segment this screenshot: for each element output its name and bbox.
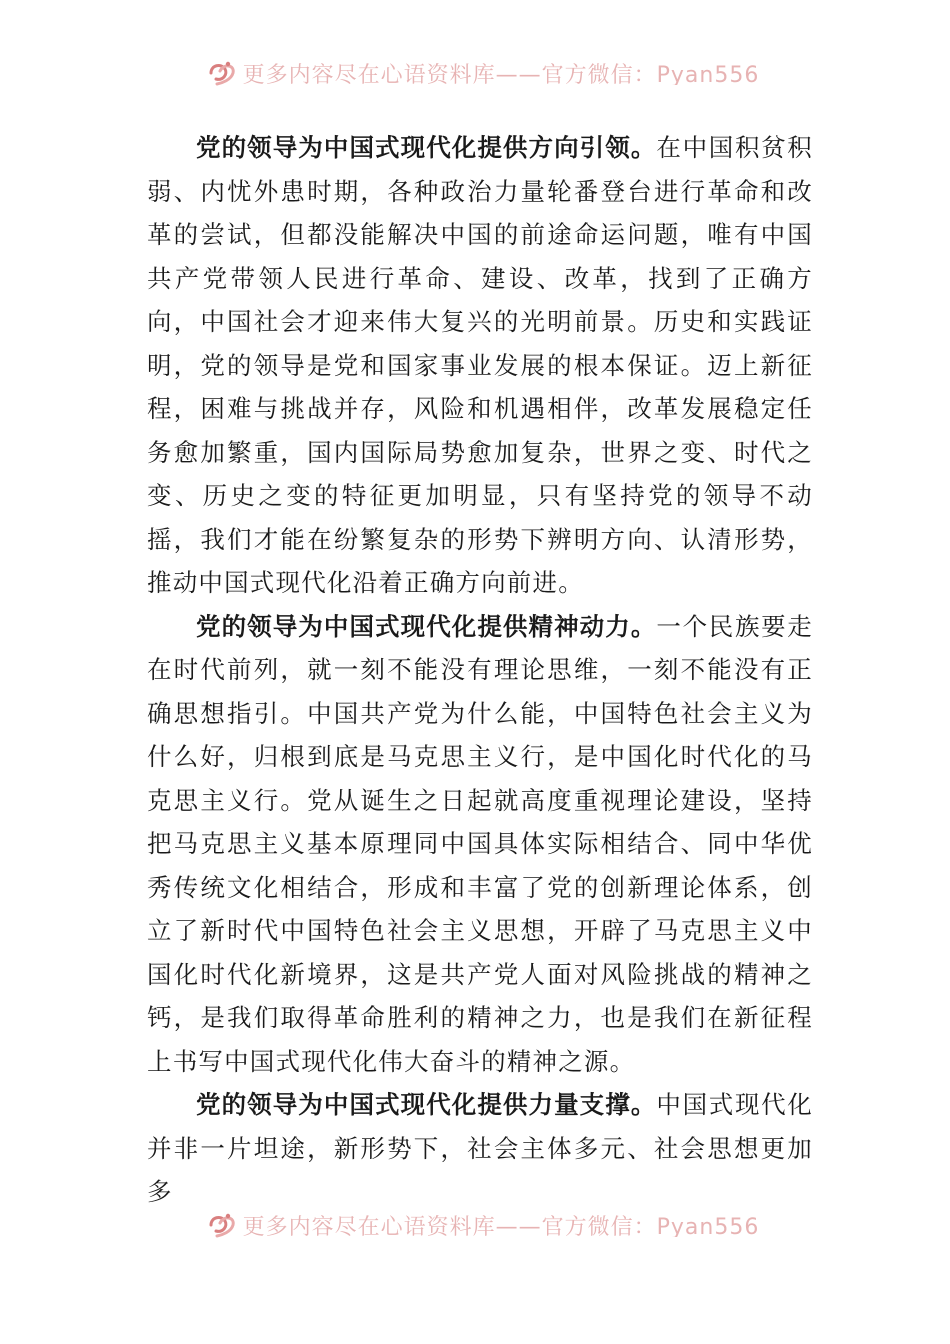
paragraph-direction [147,126,813,605]
header-watermark [0,52,950,92]
brand-logo-icon [207,57,237,87]
brand-logo-icon [207,1209,237,1239]
paragraph-text: 中国式现代化并非一片坦途，新形势下，社会主体多元、社会思想更加多 [147,1090,813,1206]
paragraph-text: 一个民族要走在时代前列，就一刻不能没有理论思维，一刻不能没有正确思想指引。中国共产党为什么能，中国特色社会主义为什么好，归根到底是马克思主义行，是中国化时代化的马克思主义行。党从诞生之日起就高度重视理论建设，坚持把马克思主义基本原理同中国具体实际相结合、同中华优秀传统文化相结合，形成和丰富了党的创新理论体系，创立了新时代中国特色社会主义思想，开辟了马克思主义中国化时代化新境界，这是共产党人面对风险挑战的精神之钙，是我们取得革命胜利的精神之力，也是我们在新征程上书写中国式现代化伟大奋斗的精神之源。 [147,611,813,1076]
footer-watermark [0,1204,950,1244]
paragraph-strength [147,1083,813,1214]
paragraph-heading: 党的领导为中国式现代化提供精神动力。 [196,611,657,641]
paragraph-spirit [147,605,813,1084]
watermark-text: 更多内容尽在心语资料库——官方微信：Pyan556 [242,1215,760,1237]
paragraph-text: 在中国积贫积弱、内忧外患时期，各种政治力量轮番登台进行革命和改革的尝试，但都没能解决中国的前途命运问题，唯有中国共产党带领人民进行革命、建设、改革，找到了正确方向，中国社会才迎来伟大复兴的光明前景。历史和实践证明，党的领导是党和国家事业发展的根本保证。迈上新征程，困难与挑战并存，风险和机遇相伴，改革发展稳定任务愈加繁重，国内国际局势愈加复杂，世界之变、时代之变、历史之变的特征更加明显，只有坚持党的领导不动摇，我们才能在纷繁复杂的形势下辨明方向、认清形势，推动中国式现代化沿着正确方向前进。 [147,133,813,597]
paragraph-heading: 党的领导为中国式现代化提供方向引领。 [196,133,657,162]
paragraph-heading: 党的领导为中国式现代化提供力量支撑。 [196,1090,657,1119]
watermark-text: 更多内容尽在心语资料库——官方微信：Pyan556 [242,63,760,85]
document-body [147,126,813,1214]
